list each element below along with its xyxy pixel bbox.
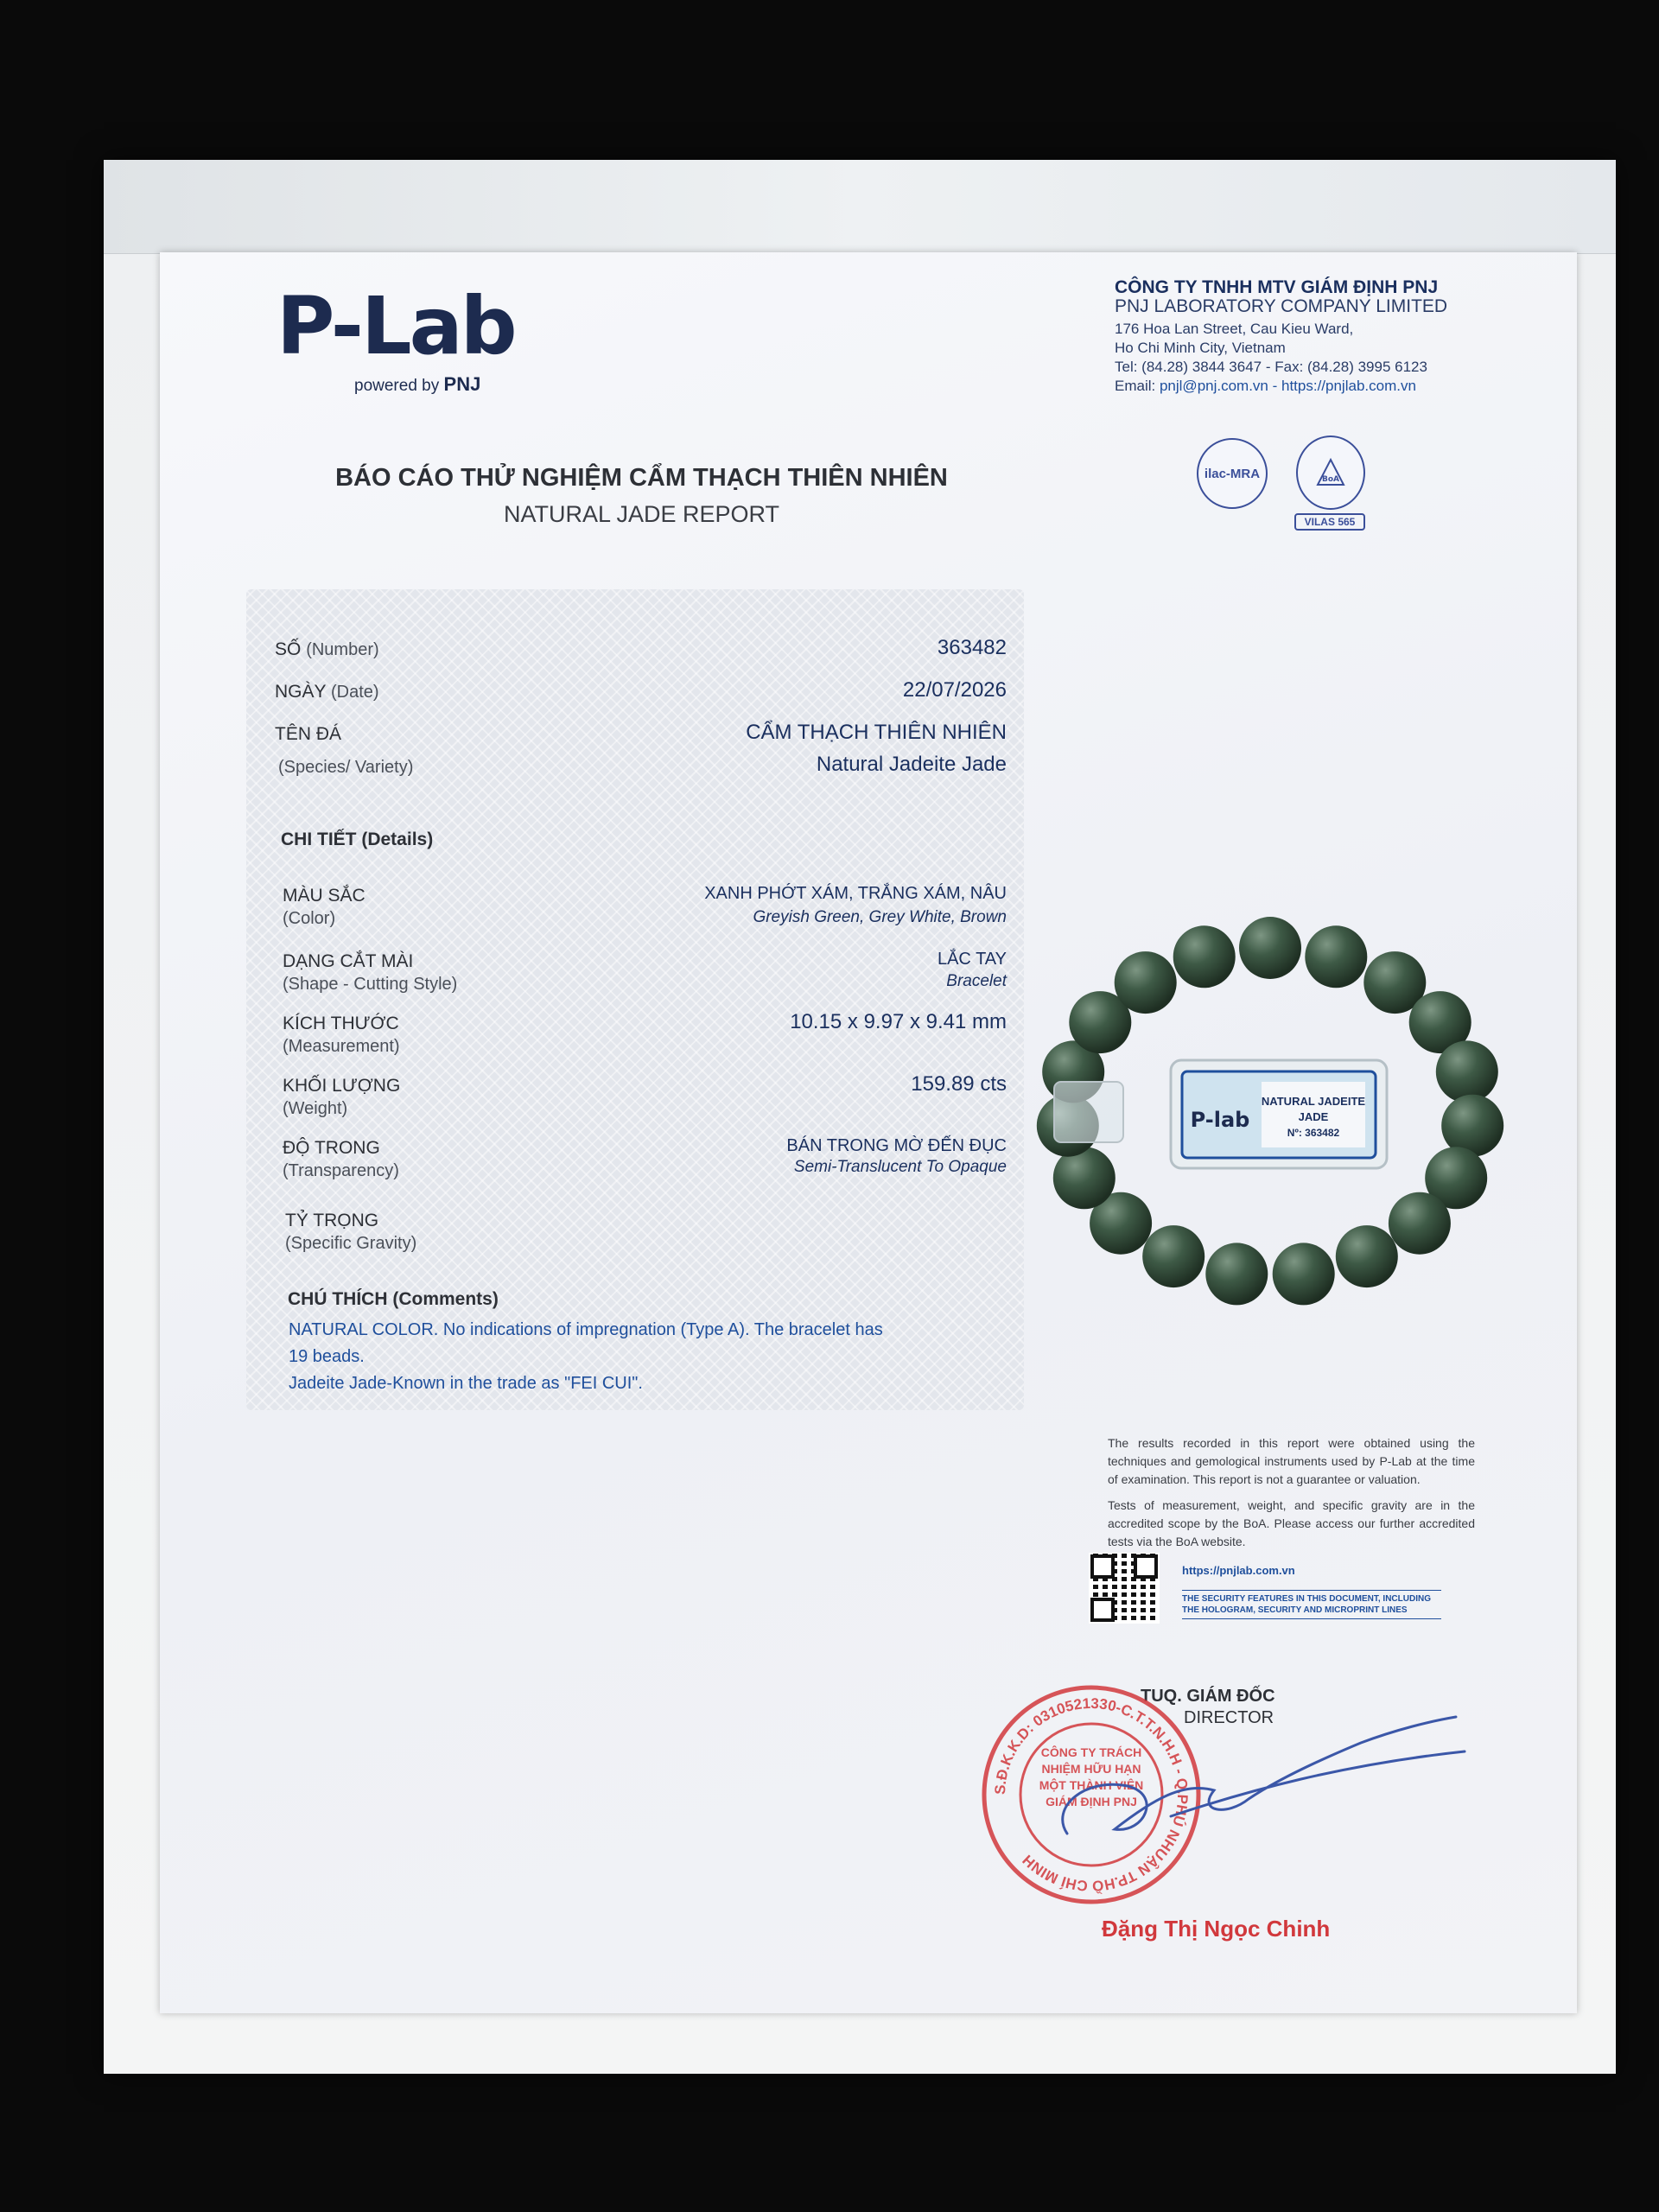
number-label: [275, 639, 379, 661]
folder-flap: [104, 160, 1616, 254]
gravity-label-en: (Specific Gravity): [285, 1234, 417, 1253]
qr-code-icon[interactable]: [1089, 1553, 1160, 1624]
comments-heading-vi: CHÚ THÍCH: [288, 1289, 388, 1309]
weight-value: 159.89 cts: [911, 1072, 1007, 1096]
jade-bead: [1273, 1243, 1335, 1305]
transparency-label-en: (Transparency): [283, 1161, 399, 1180]
number-label-vi: SỐ: [275, 639, 302, 659]
comment-line-2: 19 beads.: [289, 1347, 365, 1366]
shape-label-vi: DẠNG CẮT MÀI: [283, 951, 414, 971]
shape-value-en: Bracelet: [946, 972, 1007, 990]
gravity-label-vi: TỶ TRỌNG: [285, 1211, 379, 1230]
weight-label: [283, 1075, 400, 1120]
jade-bead: [1336, 1225, 1398, 1287]
jade-bead: [1142, 1225, 1205, 1287]
report-data-panel: [246, 589, 1024, 1410]
color-label-en: (Color): [283, 909, 336, 928]
company-address-2: Ho Chi Minh City, Vietnam: [1115, 340, 1286, 356]
stamp-center-text: CÔNG TY TRÁCH NHIỆM HỮU HẠN MỘT THÀNH VIÊN GIÁM ĐỊNH PNJ: [1039, 1745, 1144, 1808]
transparency-label: [283, 1137, 399, 1182]
measurement-label-vi: KÍCH THƯỚC: [283, 1014, 399, 1033]
gravity-label: [285, 1210, 416, 1255]
shape-label-en: (Shape - Cutting Style): [283, 975, 458, 994]
measurement-value: 10.15 x 9.97 x 9.41 mm: [790, 1010, 1007, 1033]
comment-line-3: Jadeite Jade-Known in the trade as "FEI CUI".: [289, 1374, 643, 1393]
species-label-vi: TÊN ĐÁ: [275, 724, 342, 744]
species-value-vi: CẨM THẠCH THIÊN NHIÊN: [746, 721, 1007, 744]
jade-bead: [1115, 951, 1177, 1014]
report-title-en: NATURAL JADE REPORT: [503, 501, 780, 527]
tuq-director-label: TUQ. GIÁM ĐỐC: [1141, 1687, 1275, 1706]
color-value-vi: XANH PHỚT XÁM, TRẮNG XÁM, NÂU: [704, 884, 1007, 903]
email-link[interactable]: pnjl@pnj.com.vn - https://pnjlab.com.vn: [1159, 378, 1416, 394]
details-heading-en: (Details): [361, 830, 434, 849]
email-label: Email:: [1115, 378, 1156, 394]
species-label-en: [278, 756, 413, 779]
number-label-en: (Number): [306, 640, 379, 659]
disclaimer-paragraph-1: The results recorded in this report were obtained using the techniques and gemological instruments used by P-Lab at the time of examination. This report is not a guarantee or valuation.: [1108, 1436, 1475, 1486]
plab-logo: P-Lab: [276, 280, 515, 372]
disclaimer-paragraph-2: Tests of measurement, weight, and specific gravity are in the accredited scope by the BoA. Please access our further accredited tests via the BoA website.: [1108, 1498, 1475, 1548]
jade-bead: [1436, 1040, 1498, 1103]
jade-bracelet-image: [1028, 905, 1512, 1319]
comments-heading-en: (Comments): [392, 1289, 499, 1309]
transparency-label-vi: ĐỘ TRONG: [283, 1138, 380, 1158]
stamp-ring-text: S.Đ.K.K.D: 0310521330-C.T.T.N.H.H - Q.PHÚ NHUẬN TP.HỒ CHÍ MINH: [991, 1694, 1192, 1895]
jade-bead: [1239, 917, 1301, 979]
date-label: [275, 681, 379, 703]
powered-by-pnj: [354, 373, 480, 396]
comments-heading: [288, 1289, 499, 1310]
powered-by-text: powered by: [354, 377, 440, 395]
website-link[interactable]: https://pnjlab.com.vn: [1182, 1564, 1295, 1577]
boa-text: BoA: [1321, 475, 1340, 484]
security-features-note: THE SECURITY FEATURES IN THIS DOCUMENT, INCLUDING THE HOLOGRAM, SECURITY AND MICROPRINT LINES: [1182, 1590, 1441, 1619]
jade-bead: [1205, 1243, 1268, 1305]
director-label: DIRECTOR: [1184, 1708, 1274, 1727]
company-name-vi: CÔNG TY TNHH MTV GIÁM ĐỊNH PNJ: [1115, 277, 1439, 297]
comments-text: [289, 1317, 945, 1397]
weight-label-vi: KHỐI LƯỢNG: [283, 1076, 401, 1096]
boa-triangle-icon: [1315, 457, 1346, 488]
tag-line-2: JADE: [1298, 1110, 1329, 1123]
vilas-badge: VILAS 565: [1294, 513, 1365, 531]
jade-report-document: [160, 252, 1577, 2013]
color-value-en: Greyish Green, Grey White, Brown: [753, 908, 1007, 926]
tag-line-3: Nº: 363482: [1287, 1127, 1340, 1139]
report-title-vi: BÁO CÁO THỬ NGHIỆM CẨM THẠCH THIÊN NHIÊN: [335, 464, 948, 492]
weight-label-en: (Weight): [283, 1099, 348, 1118]
jade-bead: [1389, 1192, 1451, 1255]
tag-logo: P-lab: [1190, 1108, 1250, 1132]
ilac-mra-text: ilac-MRA: [1204, 466, 1261, 481]
ilac-mra-badge-icon: [1197, 438, 1268, 509]
measurement-label: [283, 1013, 400, 1058]
signer-name: Đặng Thị Ngọc Chinh: [1102, 1916, 1331, 1942]
company-phone-fax: Tel: (84.28) 3844 3647 - Fax: (84.28) 3995 6123: [1115, 359, 1427, 375]
company-address-1: 176 Hoa Lan Street, Cau Kieu Ward,: [1115, 321, 1354, 337]
company-email: [1115, 377, 1564, 396]
tag-line-1: NATURAL JADEITE: [1261, 1095, 1366, 1108]
transparency-value-vi: BÁN TRONG MỜ ĐẾN ĐỤC: [786, 1136, 1007, 1155]
company-name-en: PNJ LABORATORY COMPANY LIMITED: [1115, 296, 1448, 316]
jade-bead: [1305, 925, 1367, 988]
date-value: 22/07/2026: [902, 678, 1007, 702]
number-value: 363482: [937, 636, 1007, 659]
company-info: [1115, 278, 1564, 396]
species-value-en: Natural Jadeite Jade: [816, 753, 1007, 776]
jade-bead: [1173, 925, 1236, 988]
comment-line-1: NATURAL COLOR. No indications of impregnation (Type A). The bracelet has: [289, 1320, 883, 1339]
color-label-vi: MÀU SẮC: [283, 886, 365, 906]
details-heading: [281, 830, 433, 850]
species-label-en-text: (Species/ Variety): [278, 758, 414, 777]
date-label-en: (Date): [330, 683, 379, 702]
color-label: [283, 885, 365, 930]
boa-badge-icon: [1296, 435, 1365, 510]
director-signature: [1033, 1704, 1473, 1868]
measurement-label-en: (Measurement): [283, 1037, 400, 1056]
shape-label: [283, 950, 457, 995]
shape-value-vi: LẮC TAY: [937, 950, 1007, 969]
transparency-value-en: Semi-Translucent To Opaque: [793, 1158, 1007, 1176]
pnj-brand: PNJ: [443, 373, 481, 395]
date-label-vi: NGÀY: [275, 682, 327, 702]
details-heading-vi: CHI TIẾT: [281, 830, 357, 849]
